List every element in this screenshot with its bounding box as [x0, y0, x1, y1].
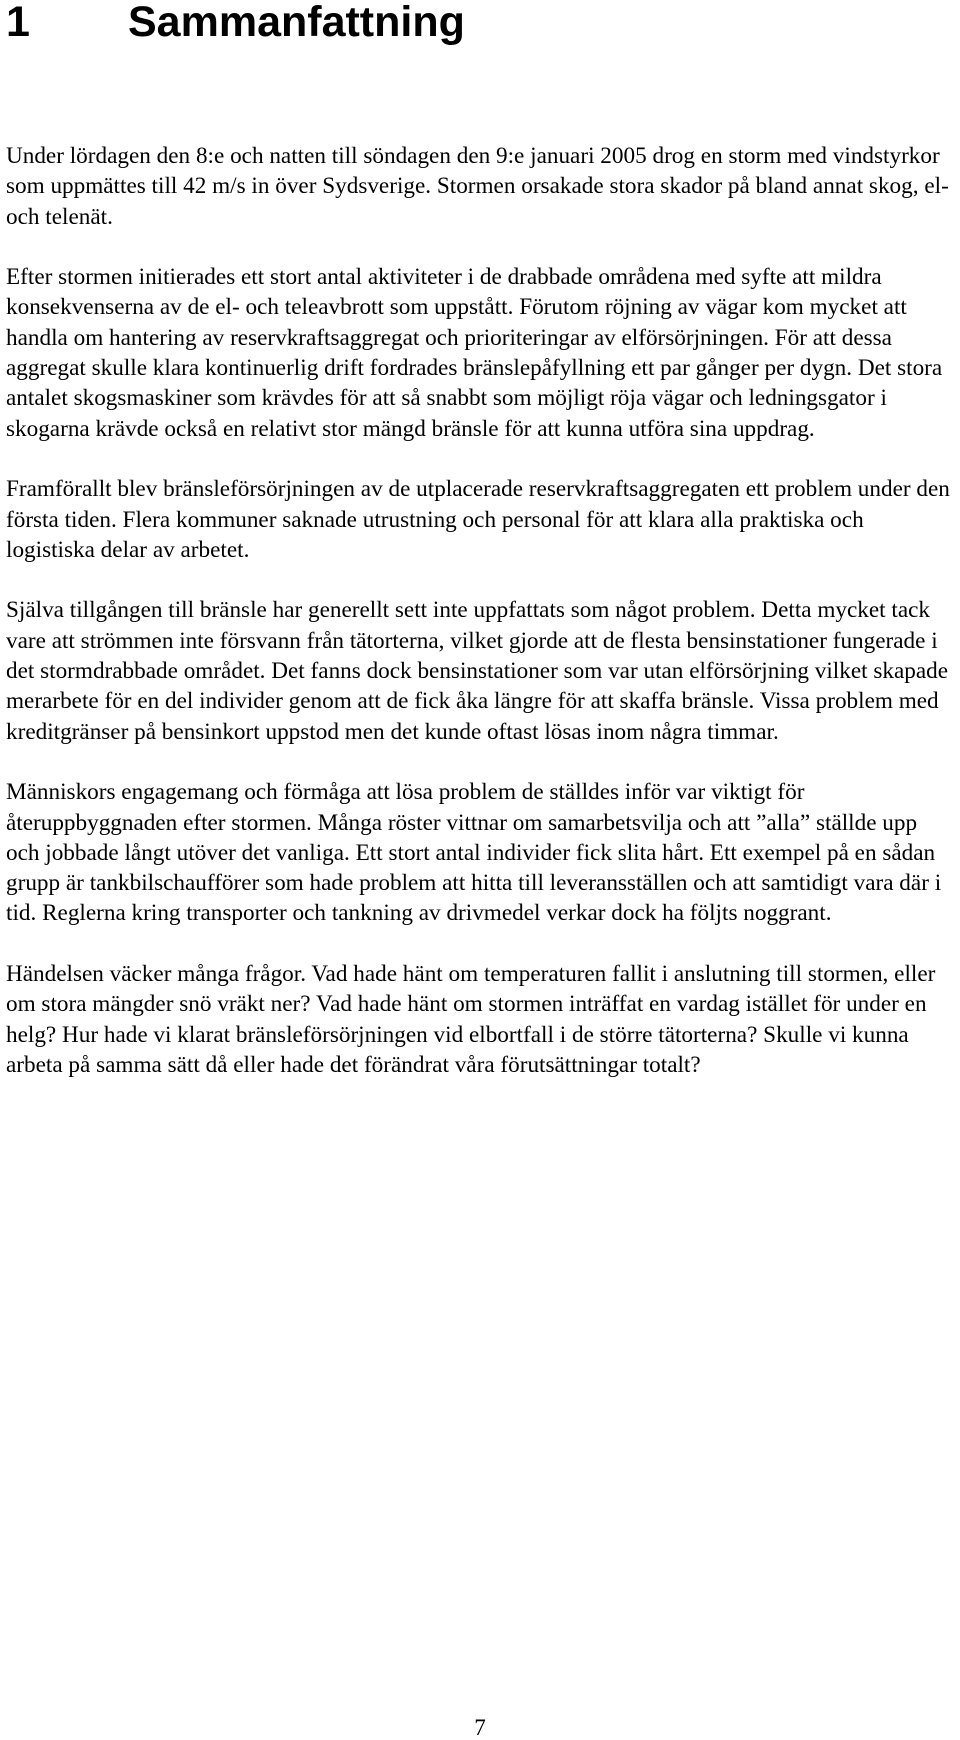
paragraph: Händelsen väcker många frågor. Vad hade hänt om temperaturen fallit i anslutning till stormen, eller om stora mängder snö vräkt ner? Vad hade hänt om stormen inträffat en vardag istället för under en helg? Hur hade vi klarat bränsleförsörjningen vid elbortfall i de större tätorterna? Skulle vi kunna arbeta på samma sätt då eller hade det förändrat våra förutsättningar totalt?	[6, 961, 936, 1078]
section-title: Sammanfattning	[128, 0, 465, 46]
section-heading	[6, 0, 465, 44]
section-number: 1	[6, 0, 30, 46]
paragraph: Människors engagemang och förmåga att lösa problem de ställdes inför var viktigt för återuppbyggnaden efter stormen. Många röster vittnar om samarbetsvilja och att ”alla” ställde upp och jobbade långt utöver det vanliga. Ett stort antal individer fick slita hårt. Ett exempel på en sådan grupp är tankbilschaufförer som hade problem att hitta till leveransställen och att samtidigt vara där i tid. Reglerna kring transporter och tankning av drivmedel verkar dock ha följts noggrant.	[6, 779, 942, 927]
paragraph: Framförallt blev bränsleförsörjningen av de utplacerade reservkraftsaggregaten ett problem under den första tiden. Flera kommuner saknade utrustning och personal för att klara alla praktiska och logistiska delar av arbetet.	[6, 476, 950, 563]
body-text	[6, 141, 956, 1111]
paragraph: Efter stormen initierades ett stort antal aktiviteter i de drabbade områdena med syfte att mildra konsekvenserna av de el- och teleavbrott som uppstått. Förutom röjning av vägar kom mycket att handla om hantering av reservkraftsaggregat och prioriteringar av elförsörjningen. För att dessa aggregat skulle klara kontinuerlig drift fordrades bränslepåfyllning ett par gånger per dygn. Det stora antalet skogsmaskiner som krävdes för att så snabbt som möjligt röja vägar och ledningsgator i skogarna krävde också en relativt stor mängd bränsle för att kunna utföra sina uppdrag.	[6, 264, 943, 442]
page-number: 7	[474, 1715, 486, 1740]
paragraph: Under lördagen den 8:e och natten till söndagen den 9:e januari 2005 drog en storm med vindstyrkor som uppmättes till 42 m/s in över Sydsverige. Stormen orsakade stora skador på bland annat skog, el- och telenät.	[6, 143, 949, 230]
paragraph: Själva tillgången till bränsle har generellt sett inte uppfattats som något problem. Detta mycket tack vare att strömmen inte försvann från tätorterna, vilket gjorde att de flesta bensinstationer fungerade i det stormdrabbade området. Det fanns dock bensinstationer som var utan elförsörjning vilket skapade merarbete för en del individer genom att de fick åka längre för att skaffa bränsle. Vissa problem med kreditgränser på bensinkort uppstod men det kunde oftast lösas inom några timmar.	[6, 597, 949, 745]
